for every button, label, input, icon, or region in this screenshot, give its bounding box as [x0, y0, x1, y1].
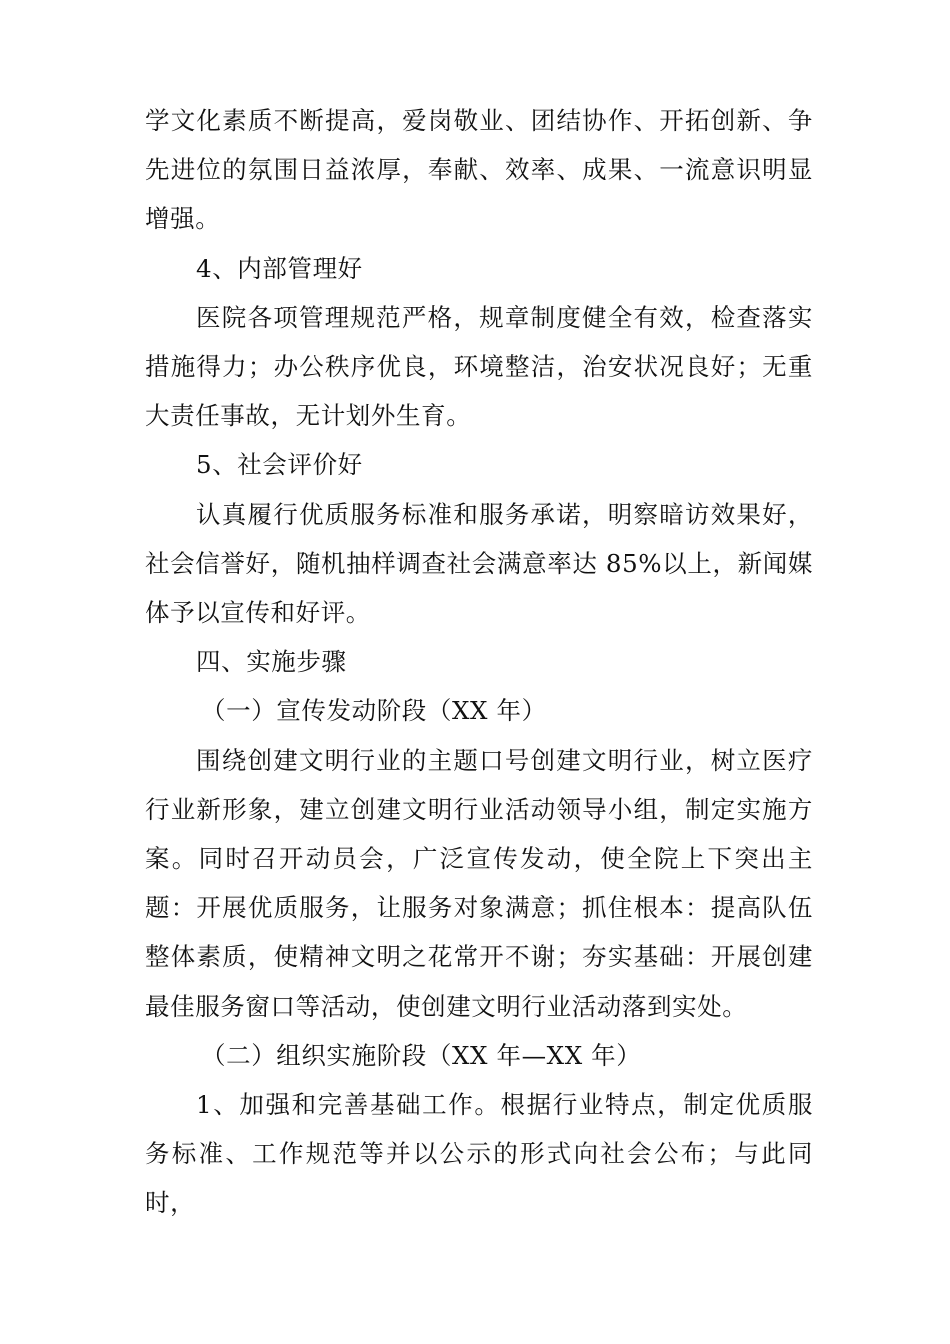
- paragraph-stage-two-item-one: 1、加强和完善基础工作。根据行业特点，制定优质服务标准、工作规范等并以公示的形式向社会公布；与此同时，: [145, 1090, 813, 1218]
- heading-internal-management: 4、内部管理好: [196, 253, 363, 283]
- paragraph-continuation: 学文化素质不断提高，爱岗敬业、团结协作、开拓创新、争先进位的氛围日益浓厚，奉献、效率、成果、一流意识明显增强。: [145, 106, 813, 234]
- paragraph-social-evaluation: 认真履行优质服务标准和服务承诺，明察暗访效果好，社会信誉好，随机抽样调查社会满意率达 85%以上，新闻媒体予以宣传和好评。: [145, 499, 813, 628]
- heading-implementation-steps: 四、实施步骤: [196, 647, 347, 677]
- paragraph-stage-one: 围绕创建文明行业的主题口号创建文明行业，树立医疗行业新形象，建立创建文明行业活动领导小组，制定实施方案。同时召开动员会，广泛宣传发动，使全院上下突出主题：开展优质服务，让服务对象满意；抓住根本：提高队伍整体素质，使精神文明之花常开不谢；夯实基础：开展创建最佳服务窗口等活动，使创建文明行业活动落到实处。: [145, 745, 813, 1021]
- heading-social-evaluation: 5、社会评价好: [196, 450, 363, 480]
- paragraph-internal-management: 医院各项管理规范严格，规章制度健全有效，检查落实措施得力；办公秩序优良，环境整洁，治安状况良好；无重大责任事故，无计划外生育。: [145, 302, 813, 431]
- heading-stage-two: （二）组织实施阶段（XX 年—XX 年）: [201, 1040, 642, 1070]
- heading-stage-one: （一）宣传发动阶段（XX 年）: [201, 696, 547, 726]
- document-body: [145, 96, 813, 1228]
